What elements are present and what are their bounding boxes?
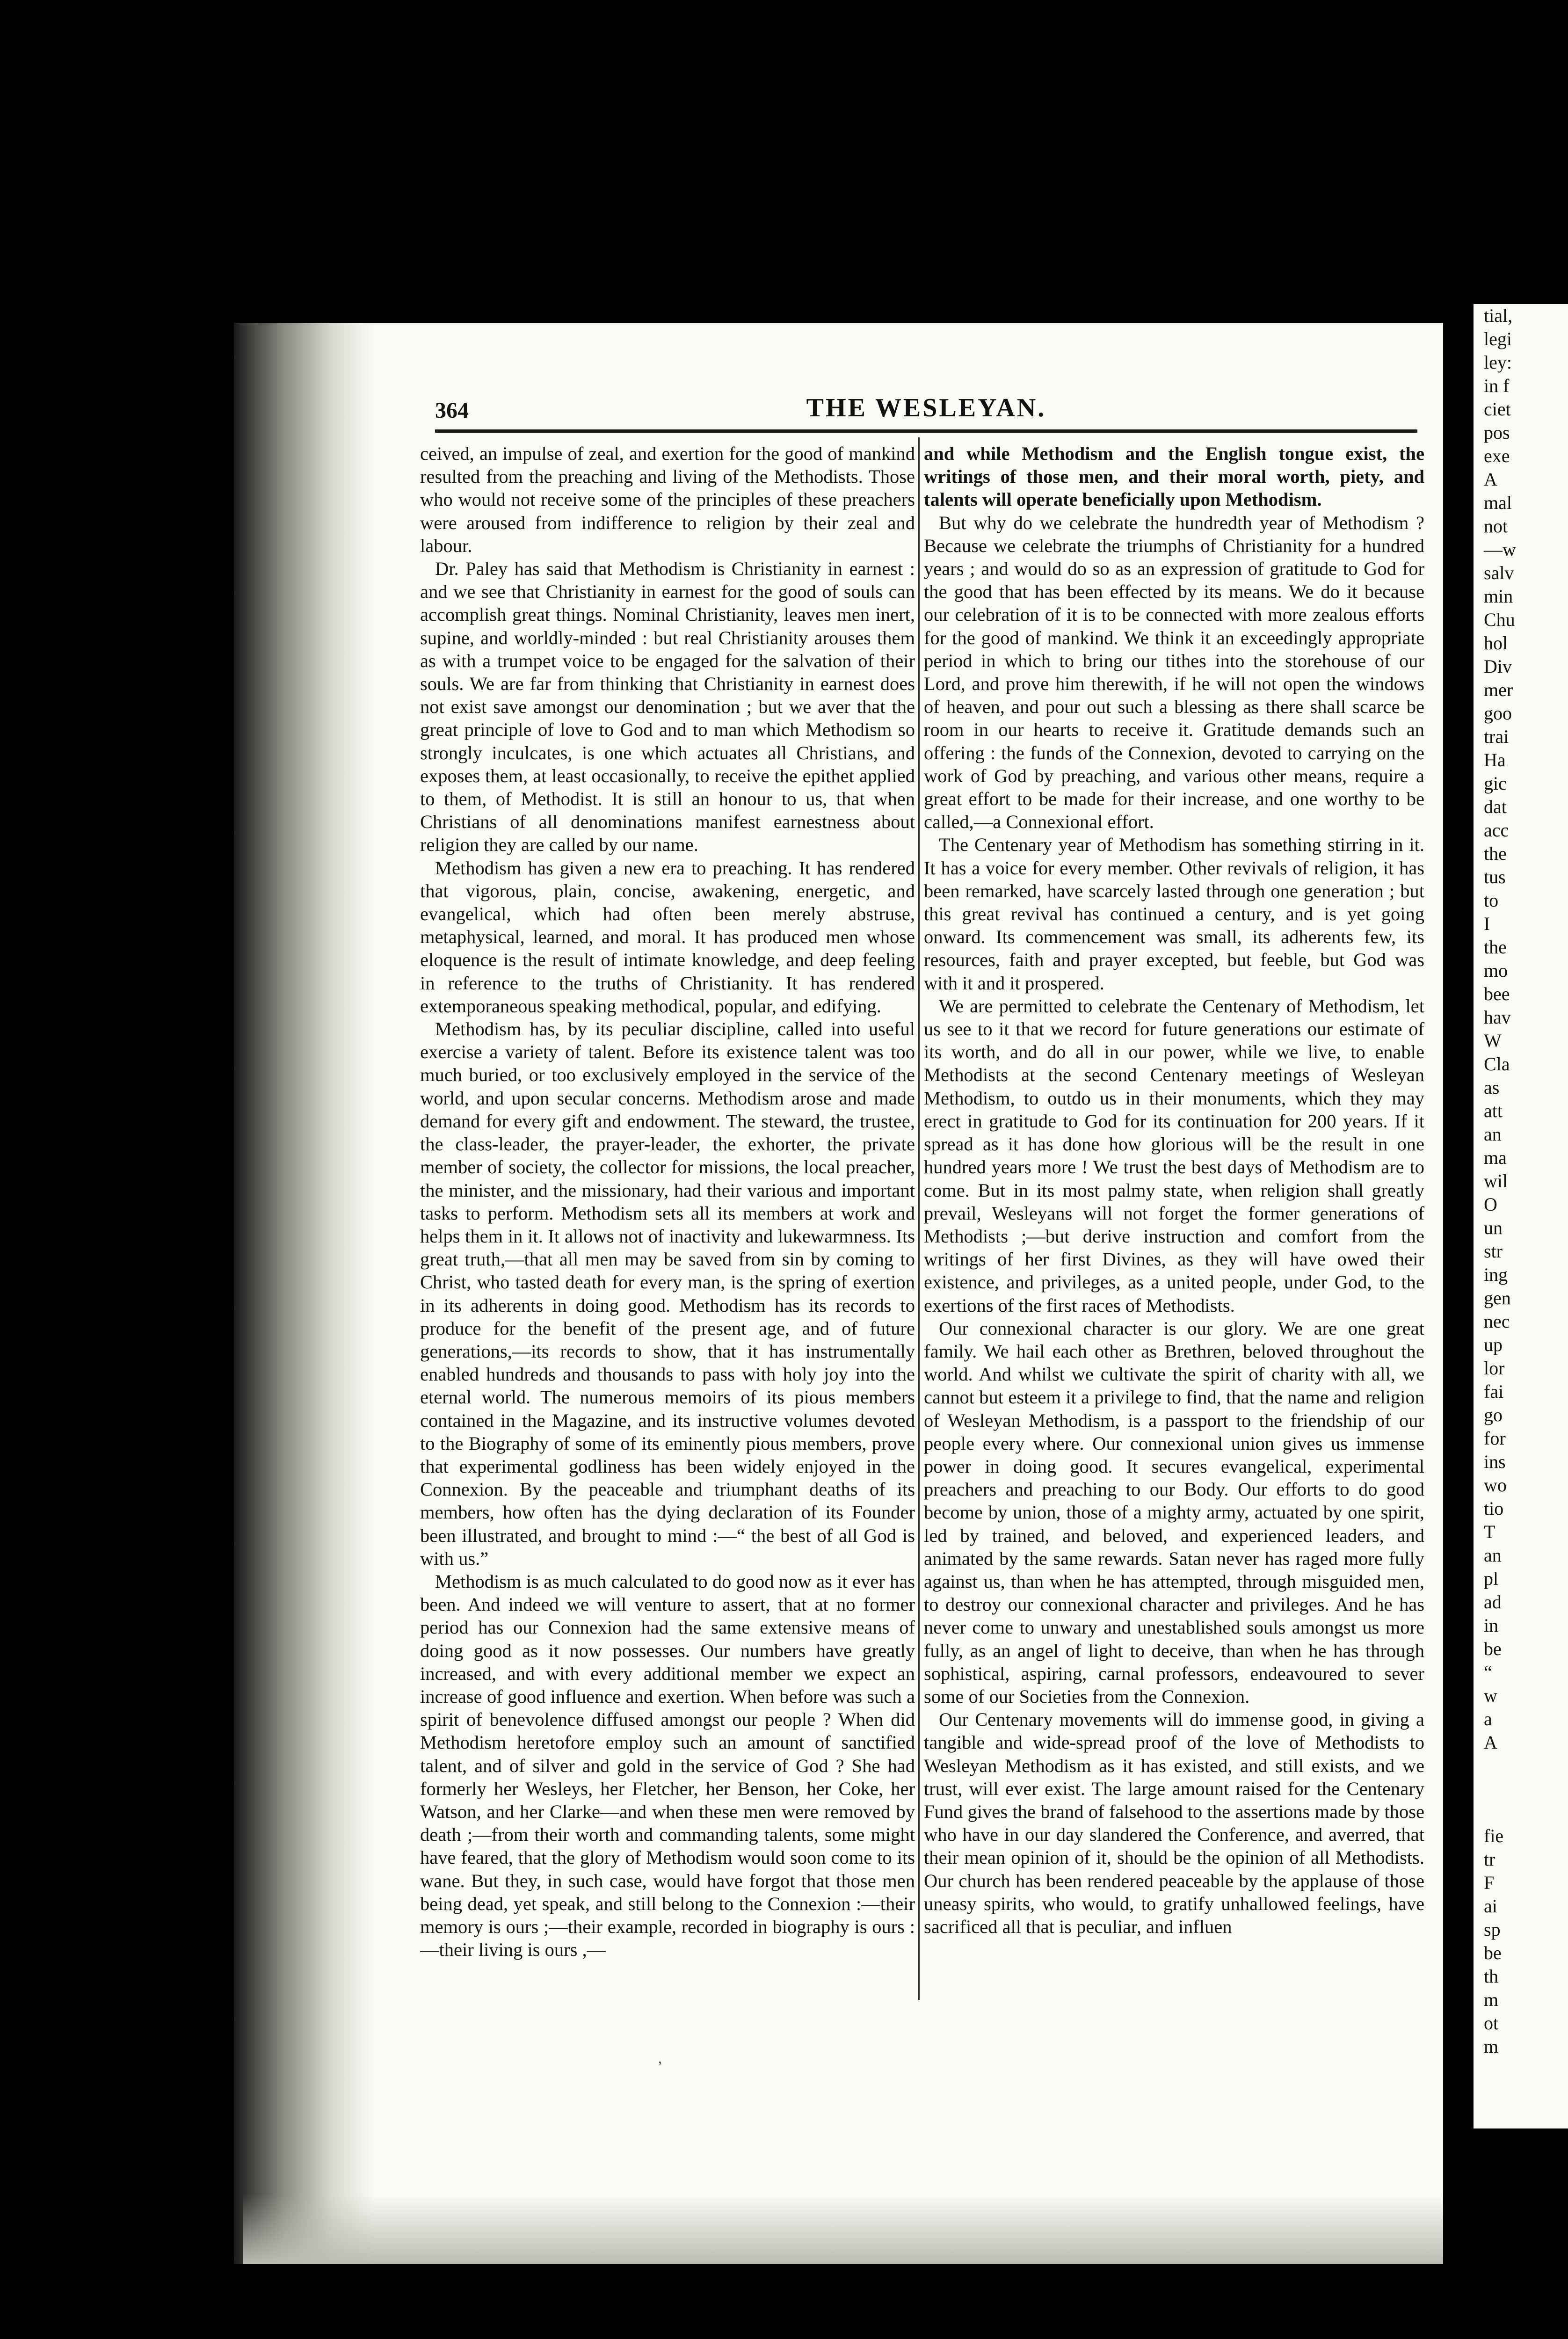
page-mark: ’ <box>657 2058 663 2076</box>
facing-page-fragment: Cla <box>1484 1053 1510 1075</box>
paragraph: Methodism has given a new era to preaching. It has rendered that vigorous, plain, concise, awakening, energetic, and evangelical, which had often been merely abstruse, metaphysical, learned, and moral. It has produced men whose eloquence is the result of intimate knowledge, and deep feeling in reference to the truths of Christianity. It has rendered extemporaneous speaking methodical, popular, and edifying. <box>420 857 915 1017</box>
facing-page-edge <box>1474 304 1568 2128</box>
facing-page-fragment: for <box>1484 1428 1506 1449</box>
header-rule <box>435 429 1417 433</box>
facing-page-fragment: Ha <box>1484 749 1506 770</box>
facing-page-fragment <box>1474 1801 1568 1824</box>
facing-page-fragment: the <box>1484 937 1507 958</box>
facing-page-fragment: w <box>1484 1685 1497 1706</box>
facing-page-fragment: A <box>1484 469 1497 490</box>
facing-page-fragment: to <box>1484 890 1499 911</box>
facing-page-fragment: ciet <box>1484 399 1511 420</box>
facing-page-fragment: lor <box>1484 1358 1505 1379</box>
facing-page-fragment: wo <box>1484 1475 1507 1496</box>
facing-page-fragment: nec <box>1484 1311 1510 1332</box>
facing-page-fragment: sp <box>1484 1919 1501 1940</box>
text-column-left <box>420 442 915 2005</box>
facing-page-fragment: exe <box>1484 445 1510 466</box>
column-rule <box>918 437 920 2000</box>
paragraph: Our connexional character is our glory. We are one great family. We hail each other as Brethren, beloved throughout the world. And whilst we cultivate the spirit of charity with all, we cannot but esteem it a privilege to find, that the name and religion of Wesleyan Methodism, is a passport to the friendship of our people every where. Our connexional union gives us immense power in doing good. It secures evangelical, experimental preachers and preaching to our Body. Our efforts to do good become by union, those of a mighty army, actuated by one spirit, led by trained, and beloved, and experienced leaders, and animated by the same rewards. Satan never has raged more fully against us, than when he has attempted, through misguided men, to destroy our connexional character and privileges. And he has never come to unwary and unestablished souls amongst us more fully, as an angel of light to deceive, than when he has through sophistical, aspiring, carnal professors, endeavoured to sever some of our Societies from the Connexion. <box>924 1317 1424 1707</box>
facing-page-fragment: ma <box>1484 1147 1507 1168</box>
facing-page-fragment: T <box>1484 1521 1495 1542</box>
running-title: THE WESLEYAN. <box>806 393 1046 422</box>
page-bottom-edge <box>243 2194 1443 2264</box>
facing-page-fragment: m <box>1484 1989 1499 2010</box>
facing-page-fragment: mer <box>1484 679 1513 700</box>
text-column-right <box>924 442 1424 2005</box>
facing-page-fragment: F <box>1484 1872 1495 1893</box>
facing-page-fragment: fai <box>1484 1381 1504 1402</box>
facing-page-fragment: in <box>1484 1615 1499 1636</box>
facing-page-fragment: A <box>1484 1732 1497 1753</box>
facing-page-fragment: th <box>1484 1966 1499 1987</box>
facing-page-fragment: fie <box>1484 1825 1504 1846</box>
facing-page-fragment: goo <box>1484 703 1512 724</box>
paragraph: ceived, an impulse of zeal, and exertion for the good of mankind resulted from the preaching and living of the Methodists. Those who would not receive some of the principles of these preachers were aroused from indifference to religion by their zeal and labour. <box>420 443 915 556</box>
facing-page-fragment: tus <box>1484 866 1506 887</box>
facing-page-fragment: ai <box>1484 1896 1497 1917</box>
facing-page-fragment: mo <box>1484 960 1508 981</box>
facing-page-fragment: mal <box>1484 492 1512 513</box>
facing-page-fragment: pl <box>1484 1568 1499 1589</box>
facing-page-fragment: ley: <box>1484 352 1512 373</box>
facing-page-fragment: O <box>1484 1194 1497 1215</box>
facing-page-fragment: un <box>1484 1217 1503 1238</box>
facing-page-fragment: an <box>1484 1124 1502 1145</box>
facing-page-fragment: bee <box>1484 983 1510 1004</box>
facing-page-fragment: Div <box>1484 656 1512 677</box>
page-number: 364 <box>435 398 469 423</box>
facing-page-fragment: —w <box>1484 539 1516 560</box>
facing-page-fragment: not <box>1484 516 1508 537</box>
facing-page-fragment: hol <box>1484 632 1508 654</box>
facing-page-fragment: tio <box>1484 1498 1504 1519</box>
facing-page-fragment: ot <box>1484 2012 1499 2034</box>
facing-page-fragment: in f <box>1484 375 1510 396</box>
facing-page-fragment: ins <box>1484 1451 1506 1472</box>
facing-page-fragment: acc <box>1484 820 1509 841</box>
facing-page-fragment: ing <box>1484 1264 1508 1285</box>
facing-page-fragment: I <box>1484 913 1490 934</box>
paragraph: Methodism is as much calculated to do good now as it ever has been. And indeed we will venture to assert, that at no former period has our Connexion had the same extensive means of doing good as it now possesses. Our numbers have greatly increased, and with every additional member we expect an increase of good influence and exertion. When before was such a spirit of benevolence diffused amongst our people ? When did Methodism heretofore employ such an amount of sanctified talent, and of silver and gold in the service of God ? She had formerly her Wesleys, her Fletcher, her Benson, her Coke, her Watson, and her Clarke—and when these men were removed by death ;—from their worth and commanding talents, some might have feared, that the glory of Methodism would soon come to its wane. But they, in such case, would have forgot that those men being dead, yet speak, and still belong to the Connexion :—their memory is ours ;—their example, recorded in biography is ours :—their living is ours ,— <box>420 1570 915 1961</box>
facing-page-fragment: m <box>1484 2036 1499 2057</box>
facing-page-fragment: be <box>1484 1942 1502 1963</box>
facing-page-fragment <box>1474 1754 1568 1778</box>
facing-page-fragment: dat <box>1484 796 1507 817</box>
facing-page-fragment: be <box>1484 1638 1502 1659</box>
facing-page-fragment: salv <box>1484 562 1514 583</box>
facing-page-fragment <box>1474 1778 1568 1801</box>
facing-page-fragment: Chu <box>1484 609 1515 630</box>
facing-page-fragment: ad <box>1484 1591 1502 1613</box>
paragraph: We are permitted to celebrate the Centenary of Methodism, let us see to it that we record for future generations our estimate of its worth, and do all in our power, while we live, to enable Methodists at the second Centenary meetings of Wesleyan Methodism, to outdo us in their monuments, which they may erect in gratitude to God for its continuation for 200 years. If it spread as it has done how glorious will be the result in one hundred years more ! We trust the best days of Methodism are to come. But in its most palmy state, when religion shall greatly prevail, Wesleyans will not forget the former generations of Methodists ;—but derive instruction and comfort from the writings of her first Divines, as they will have owed their existence, and privileges, as a united people, under God, to the exertions of the first races of Methodists. <box>924 995 1424 1316</box>
paragraph: and while Methodism and the English tongue exist, the writings of those men, and their moral worth, piety, and talents will operate beneficially upon Methodism. <box>924 443 1424 510</box>
facing-page-fragment: pos <box>1484 422 1510 443</box>
facing-page-fragment: a <box>1484 1708 1492 1729</box>
facing-page-fragment: wil <box>1484 1170 1508 1191</box>
paragraph: The Centenary year of Methodism has something stirring in it. It has a voice for every member. Other revivals of religion, it has been remarked, have scarcely lasted through one generation ; but this great revival has continued a century, and is yet going onward. Its commencement was small, its adherents few, its resources, faith and prayer excepted, but feeble, but God was with it and it prospered. <box>924 834 1424 994</box>
page-spine-shadow <box>234 323 374 2264</box>
facing-page-fragment: legi <box>1484 328 1512 349</box>
facing-page-fragment: the <box>1484 843 1507 864</box>
paragraph: But why do we celebrate the hundredth year of Methodism ? Because we celebrate the triumphs of Christianity for a hundred years ; and would do so as an expression of gratitude to God for the good that has been effected by its means. We do it because our celebration of it is to be connected with more zealous efforts for the good of mankind. We think it an exceedingly appropriate period in which to bring our tithes into the storehouse of our Lord, and prove him therewith, if he will not open the windows of heaven, and pour out such a blessing as there shall scarce be room in our hearts to receive it. Gratitude demands such an offering : the funds of the Connexion, devoted to carrying on the work of God by preaching, and various other means, require a great effort to be made for their increase, and one worthy to be called,—a Connexional effort. <box>924 512 1424 833</box>
facing-page-fragment: str <box>1484 1241 1503 1262</box>
facing-page-fragment: up <box>1484 1334 1503 1355</box>
facing-page-fragment: as <box>1484 1077 1500 1098</box>
facing-page-fragment: att <box>1484 1100 1503 1121</box>
page-header <box>435 393 1417 426</box>
paragraph: Dr. Paley has said that Methodism is Christianity in earnest : and we see that Christianity in earnest for the good of souls can accomplish great things. Nominal Christianity, leaves men inert, supine, and worldly-minded : but real Christianity arouses them as with a trumpet voice to be engaged for the salvation of their souls. We are far from thinking that Christianity in earnest does not exist save amongst our denomination ; but we aver that the great principle of love to God and to man which Methodism so strongly inculcates, is one which actuates all Christians, and exposes them, at least occasionally, to receive the epithet applied to them, of Methodist. It is still an honour to us, that when Christians of all denominations manifest earnestness about religion they are called by our name. <box>420 558 915 856</box>
facing-page-fragment: tial, <box>1484 305 1513 326</box>
paragraph: Methodism has, by its peculiar discipline, called into useful exercise a variety of talent. Before its existence talent was too much buried, or too exclusively employed in the service of the world, and upon secular concerns. Methodism arose and made demand for every gift and endowment. The steward, the trustee, the class-leader, the prayer-leader, the exhorter, the private member of society, the collector for missions, the local preacher, the minister, and the missionary, had their various and important tasks to perform. Methodism sets all its members at work and helps them in it. It allows not of inactivity and lukewarmness. Its great truth,—that all men may be saved from sin by coming to Christ, who tasted death for every man, is the spring of exertion in its adherents in doing good. Methodism has its records to produce for the benefit of the present age, and of future generations,—its records to show, that it has instrumentally enabled hundreds and thousands to pass with holy joy into the eternal world. The numerous memoirs of its pious members contained in the Magazine, and its instructive volumes devoted to the Biography of some of its eminently pious members, prove that experimental godliness has been widely enjoyed in the Connexion. By the peaceable and triumphant deaths of its members, how often has the dying declaration of its Founder been illustrated, and brought to mind :—“ the best of all God is with us.” <box>420 1018 915 1569</box>
facing-page-fragment: W <box>1484 1030 1502 1051</box>
facing-page-fragment: gen <box>1484 1287 1511 1308</box>
facing-page-fragment: go <box>1484 1404 1503 1425</box>
facing-page-fragment: gic <box>1484 773 1507 794</box>
facing-page-fragment: hav <box>1484 1007 1511 1028</box>
facing-page-fragment: “ <box>1484 1662 1492 1683</box>
facing-page-fragment: an <box>1484 1545 1502 1566</box>
facing-page-fragment: trai <box>1484 726 1509 747</box>
paragraph: Our Centenary movements will do immense good, in giving a tangible and wide-spread proof of the love of Methodists to Wesleyan Methodism as it has existed, and still exists, and we trust, will ever exist. The large amount raised for the Centenary Fund gives the brand of falsehood to the assertions made by those who have in our day slandered the Conference, and averred, that their mean opinion of it, should be the opinion of all Methodists. Our church has been rendered peaceable by the applause of those uneasy spirits, who would, to gratify unhallowed feelings, have sacrificed all that is peculiar, and influen <box>924 1709 1424 1937</box>
facing-page-fragment: tr <box>1484 1849 1495 1870</box>
facing-page-fragment: min <box>1484 586 1513 607</box>
